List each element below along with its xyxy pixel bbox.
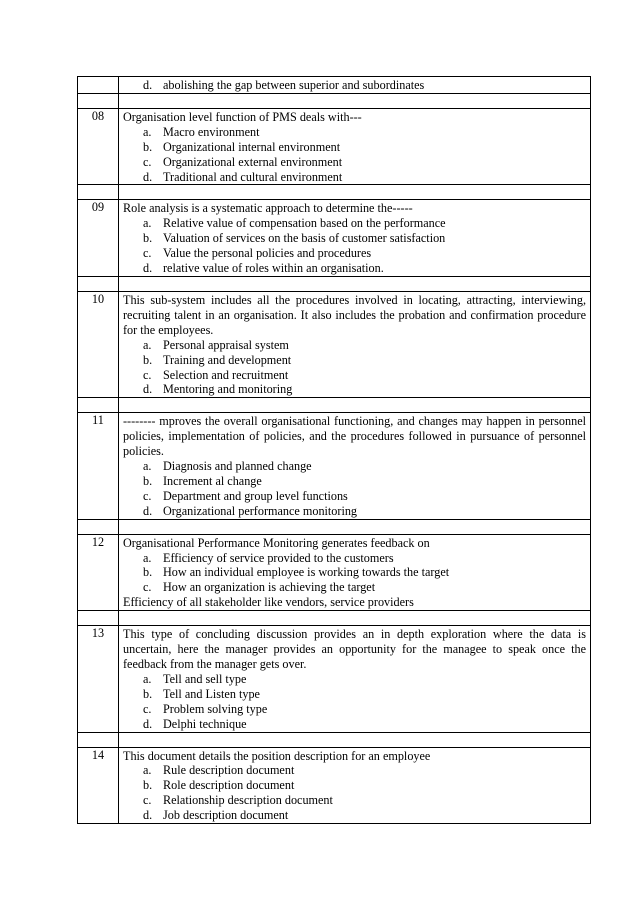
option-item <box>143 78 586 93</box>
option-text: Training and development <box>163 352 292 367</box>
option-item <box>143 702 586 717</box>
spacer-cell <box>78 732 119 747</box>
option-letter: d. <box>143 261 153 276</box>
question-body-cell <box>119 626 591 732</box>
option-item <box>143 216 586 231</box>
question-body-cell <box>119 200 591 277</box>
question-body-cell <box>119 108 591 185</box>
option-item <box>143 338 586 353</box>
option-letter: c. <box>143 793 152 808</box>
option-item <box>143 368 586 383</box>
option-item <box>143 551 586 566</box>
option-text: Selection and recruitment <box>163 367 289 382</box>
question-table <box>77 76 591 824</box>
option-trailing-text: Efficiency of all stakeholder like vendors, service providers <box>123 595 414 610</box>
question-body-cell <box>119 413 591 519</box>
option-text: Diagnosis and planned change <box>163 459 312 474</box>
spacer-row <box>78 276 591 291</box>
question-body-cell <box>119 534 591 611</box>
question-row <box>78 413 591 519</box>
option-letter: c. <box>143 701 152 716</box>
option-text: Organizational external environment <box>163 154 343 169</box>
option-text: Problem solving type <box>163 701 268 716</box>
spacer-cell <box>119 519 591 534</box>
spacer-row <box>78 185 591 200</box>
option-letter: a. <box>143 337 152 352</box>
question-row <box>78 291 591 397</box>
option-list <box>123 338 586 398</box>
spacer-cell <box>119 93 591 108</box>
option-text: Organizational performance monitoring <box>163 503 358 518</box>
option-list <box>123 125 586 185</box>
option-letter: c. <box>143 246 152 261</box>
option-list <box>123 672 586 732</box>
question-number: 08 <box>78 108 119 185</box>
option-item <box>143 170 586 185</box>
option-item <box>143 672 586 687</box>
question-stem: Role analysis is a systematic approach to determine the----- <box>123 201 413 216</box>
option-text: Mentoring and monitoring <box>163 382 293 397</box>
question-stem: This document details the position description for an employee <box>123 748 431 763</box>
spacer-cell <box>119 276 591 291</box>
question-number: 11 <box>78 413 119 519</box>
option-letter: a. <box>143 550 152 565</box>
option-item <box>143 687 586 702</box>
option-letter: c. <box>143 367 152 382</box>
option-text: Relationship description document <box>163 793 333 808</box>
option-text: Valuation of services on the basis of customer satisfaction <box>163 231 446 246</box>
option-letter: b. <box>143 686 153 701</box>
option-item <box>143 246 586 261</box>
option-item <box>143 125 586 140</box>
question-body-cell <box>119 77 591 94</box>
spacer-cell <box>119 732 591 747</box>
option-text: Tell and sell type <box>163 671 247 686</box>
question-table-body <box>78 77 591 824</box>
option-text: Efficiency of service provided to the customers <box>163 550 394 565</box>
spacer-cell <box>78 398 119 413</box>
option-list <box>123 459 586 519</box>
option-text: relative value of roles within an organisation. <box>163 261 384 276</box>
option-text: Rule description document <box>163 763 295 778</box>
spacer-cell <box>78 276 119 291</box>
option-item <box>143 382 586 397</box>
option-item <box>143 717 586 732</box>
question-number: 12 <box>78 534 119 611</box>
option-item <box>143 778 586 793</box>
spacer-row <box>78 93 591 108</box>
question-number: 10 <box>78 291 119 397</box>
question-stem: -------- mproves the overall organisational functioning, and changes may happen in personnel policies, implementation of policies, and the procedures followed in pursuance of personnel policies. <box>123 414 586 459</box>
option-text: How an organization is achieving the target <box>163 580 376 595</box>
question-row <box>78 200 591 277</box>
option-text: Delphi technique <box>163 716 247 731</box>
option-item <box>143 580 586 595</box>
spacer-cell <box>119 398 591 413</box>
option-text: How an individual employee is working towards the target <box>163 565 450 580</box>
option-text: Tell and Listen type <box>163 686 260 701</box>
option-item <box>143 808 586 823</box>
option-text: abolishing the gap between superior and subordinates <box>163 78 425 92</box>
option-text: Organizational internal environment <box>163 139 341 154</box>
question-number: 13 <box>78 626 119 732</box>
option-item <box>143 459 586 474</box>
spacer-cell <box>119 185 591 200</box>
option-letter: a. <box>143 671 152 686</box>
option-list <box>123 763 586 823</box>
question-row <box>78 534 591 611</box>
question-number: 09 <box>78 200 119 277</box>
spacer-cell <box>119 611 591 626</box>
option-letter: d. <box>143 716 153 731</box>
option-letter: c. <box>143 580 152 595</box>
option-item <box>143 504 586 519</box>
option-item <box>143 353 586 368</box>
option-list <box>123 551 586 596</box>
option-item <box>143 261 586 276</box>
question-number: 14 <box>78 747 119 824</box>
question-row <box>78 626 591 732</box>
option-letter: b. <box>143 352 153 367</box>
option-letter: b. <box>143 231 153 246</box>
spacer-row <box>78 611 591 626</box>
question-stem: This sub-system includes all the procedures involved in locating, attracting, interviewing, recruiting talent in an organisation. It also includes the probation and confirmation procedure for the employees. <box>123 292 586 337</box>
option-letter: d. <box>143 382 153 397</box>
option-letter: d. <box>143 503 153 518</box>
option-text: Personal appraisal system <box>163 337 289 352</box>
option-list <box>123 216 586 276</box>
option-text: Macro environment <box>163 124 260 139</box>
option-letter: b. <box>143 565 153 580</box>
option-letter: c. <box>143 154 152 169</box>
spacer-cell <box>78 611 119 626</box>
option-letter: c. <box>143 488 152 503</box>
option-item <box>143 140 586 155</box>
option-letter: b. <box>143 139 153 154</box>
option-item <box>143 793 586 808</box>
question-row <box>78 747 591 824</box>
option-item <box>143 474 586 489</box>
spacer-cell <box>78 93 119 108</box>
question-body-cell <box>119 747 591 824</box>
option-item <box>143 489 586 504</box>
spacer-cell <box>78 185 119 200</box>
question-number-cell <box>78 77 119 94</box>
continuation-row <box>78 77 591 94</box>
option-letter: a. <box>143 459 152 474</box>
option-letter: d. <box>143 169 153 184</box>
option-list <box>123 78 586 93</box>
option-text: Department and group level functions <box>163 488 348 503</box>
spacer-row <box>78 519 591 534</box>
option-item <box>143 231 586 246</box>
option-item <box>143 763 586 778</box>
question-body-cell <box>119 291 591 397</box>
option-text: Role description document <box>163 778 295 793</box>
option-text: Increment al change <box>163 473 262 488</box>
option-text: Job description document <box>163 808 289 823</box>
option-text: Value the personal policies and procedures <box>163 246 372 261</box>
question-stem: Organisational Performance Monitoring generates feedback on <box>123 535 430 550</box>
option-item <box>143 155 586 170</box>
option-text: Traditional and cultural environment <box>163 169 343 184</box>
option-item <box>143 565 586 580</box>
question-row <box>78 108 591 185</box>
question-stem: This type of concluding discussion provides an in depth exploration where the data is uncertain, here the manager provides an opportunity for the managee to speak once the feedback from the manager gets over. <box>123 627 586 671</box>
option-letter: b. <box>143 473 153 488</box>
question-stem: Organisation level function of PMS deals with--- <box>123 109 362 124</box>
spacer-row <box>78 398 591 413</box>
option-letter: a. <box>143 124 152 139</box>
option-letter: d. <box>143 78 153 92</box>
spacer-row <box>78 732 591 747</box>
option-letter: a. <box>143 216 152 231</box>
option-text: Relative value of compensation based on the performance <box>163 216 446 231</box>
option-letter: b. <box>143 778 153 793</box>
spacer-cell <box>78 519 119 534</box>
option-letter: d. <box>143 808 153 823</box>
option-letter: a. <box>143 763 152 778</box>
